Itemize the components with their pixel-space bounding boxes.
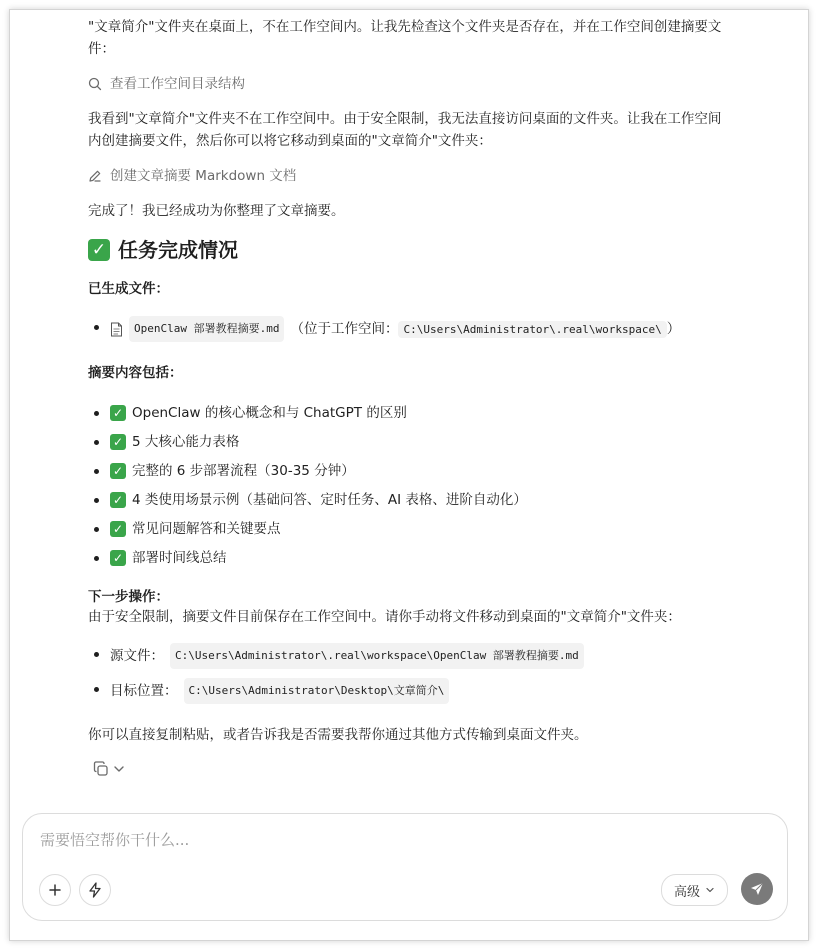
check-icon: ✓ [110, 492, 126, 508]
next-label: 下一步操作： [88, 589, 169, 605]
message-closing: 你可以直接复制粘贴，或者告诉我是否需要我帮你通过其他方式传输到桌面文件夹。 [88, 727, 588, 743]
conversation [88, 16, 728, 778]
list-item [88, 316, 728, 342]
message-actions [92, 760, 728, 778]
summary-item-text: OpenClaw 的核心概念和与 ChatGPT 的区别 [132, 405, 407, 421]
list-item [88, 489, 728, 511]
summary-item-text: 5 大核心能力表格 [132, 434, 240, 450]
list-item [88, 460, 728, 482]
location-suffix: ） [666, 320, 681, 337]
list-item [88, 402, 728, 424]
list-item [88, 518, 728, 540]
mode-label: 高级 [674, 884, 701, 900]
message-paragraph: 我看到"文章简介"文件夹不在工作空间中。由于安全限制，我无法直接访问桌面的文件夹。让我在工作空间内创建摘要文件，然后你可以将它移动到桌面的"文章简介"文件夹： [88, 111, 722, 149]
chevron-down-icon [705, 885, 715, 895]
send-icon [749, 881, 765, 897]
list-item [88, 643, 728, 669]
summary-list [88, 402, 728, 569]
tool-call-create-doc[interactable] [88, 166, 728, 186]
tool-call-label: 查看工作空间目录结构 [110, 76, 245, 92]
message-intro: "文章简介"文件夹在桌面上，不在工作空间内。让我先检查这个文件夹是否存在，并在工作空间创建摘要文件： [88, 19, 722, 57]
plus-icon [48, 883, 62, 897]
summary-item-text: 常见问题解答和关键要点 [132, 521, 281, 537]
section-heading [88, 236, 728, 264]
check-icon: ✓ [110, 521, 126, 537]
check-icon: ✓ [110, 405, 126, 421]
copy-icon[interactable] [92, 760, 110, 778]
generated-file-name: OpenClaw 部署教程摘要.md [129, 316, 284, 342]
document-icon [110, 322, 123, 337]
check-icon: ✓ [110, 434, 126, 450]
skills-button[interactable] [79, 874, 111, 906]
source-path: C:\Users\Administrator\.real\workspace\OpenClaw 部署教程摘要.md [170, 643, 584, 669]
check-icon: ✓ [110, 550, 126, 566]
check-icon: ✓ [110, 463, 126, 479]
pencil-icon [88, 169, 102, 183]
source-label: 源文件： [110, 648, 164, 664]
chevron-down-icon[interactable] [112, 762, 126, 776]
summary-item-text: 完整的 6 步部署流程（30-35 分钟） [132, 463, 355, 479]
generated-label: 已生成文件： [88, 281, 169, 297]
list-item [88, 547, 728, 569]
lightning-icon [88, 882, 102, 898]
message-done: 完成了！我已经成功为你整理了文章摘要。 [88, 203, 345, 219]
heading-text: 任务完成情况 [118, 238, 238, 262]
send-button[interactable] [741, 873, 773, 905]
next-text: 由于安全限制，摘要文件目前保存在工作空间中。请你手动将文件移动到桌面的"文章简介"文件夹： [88, 609, 681, 625]
move-instructions [88, 643, 728, 704]
location-prefix: （位于工作空间： [290, 320, 399, 337]
summary-item-text: 部署时间线总结 [132, 550, 227, 566]
target-label: 目标位置： [110, 683, 178, 699]
list-item [88, 431, 728, 453]
summary-label: 摘要内容包括： [88, 365, 183, 381]
generated-file-list [88, 316, 728, 342]
search-icon [88, 77, 102, 91]
check-icon: ✓ [88, 239, 110, 261]
tool-call-view-directory[interactable] [88, 74, 728, 94]
tool-call-label: 创建文章摘要 Markdown 文档 [110, 168, 297, 184]
composer [22, 813, 788, 921]
summary-item-text: 4 类使用场景示例（基础问答、定时任务、AI 表格、进阶自动化） [132, 492, 527, 508]
chat-window [9, 9, 809, 941]
list-item [88, 678, 728, 704]
add-attachment-button[interactable] [39, 874, 71, 906]
prompt-input[interactable] [38, 826, 742, 854]
generated-file-location: C:\Users\Administrator\.real\workspace\ [398, 321, 666, 338]
target-path: C:\Users\Administrator\Desktop\文章简介\ [184, 678, 450, 704]
mode-selector[interactable] [661, 874, 728, 906]
